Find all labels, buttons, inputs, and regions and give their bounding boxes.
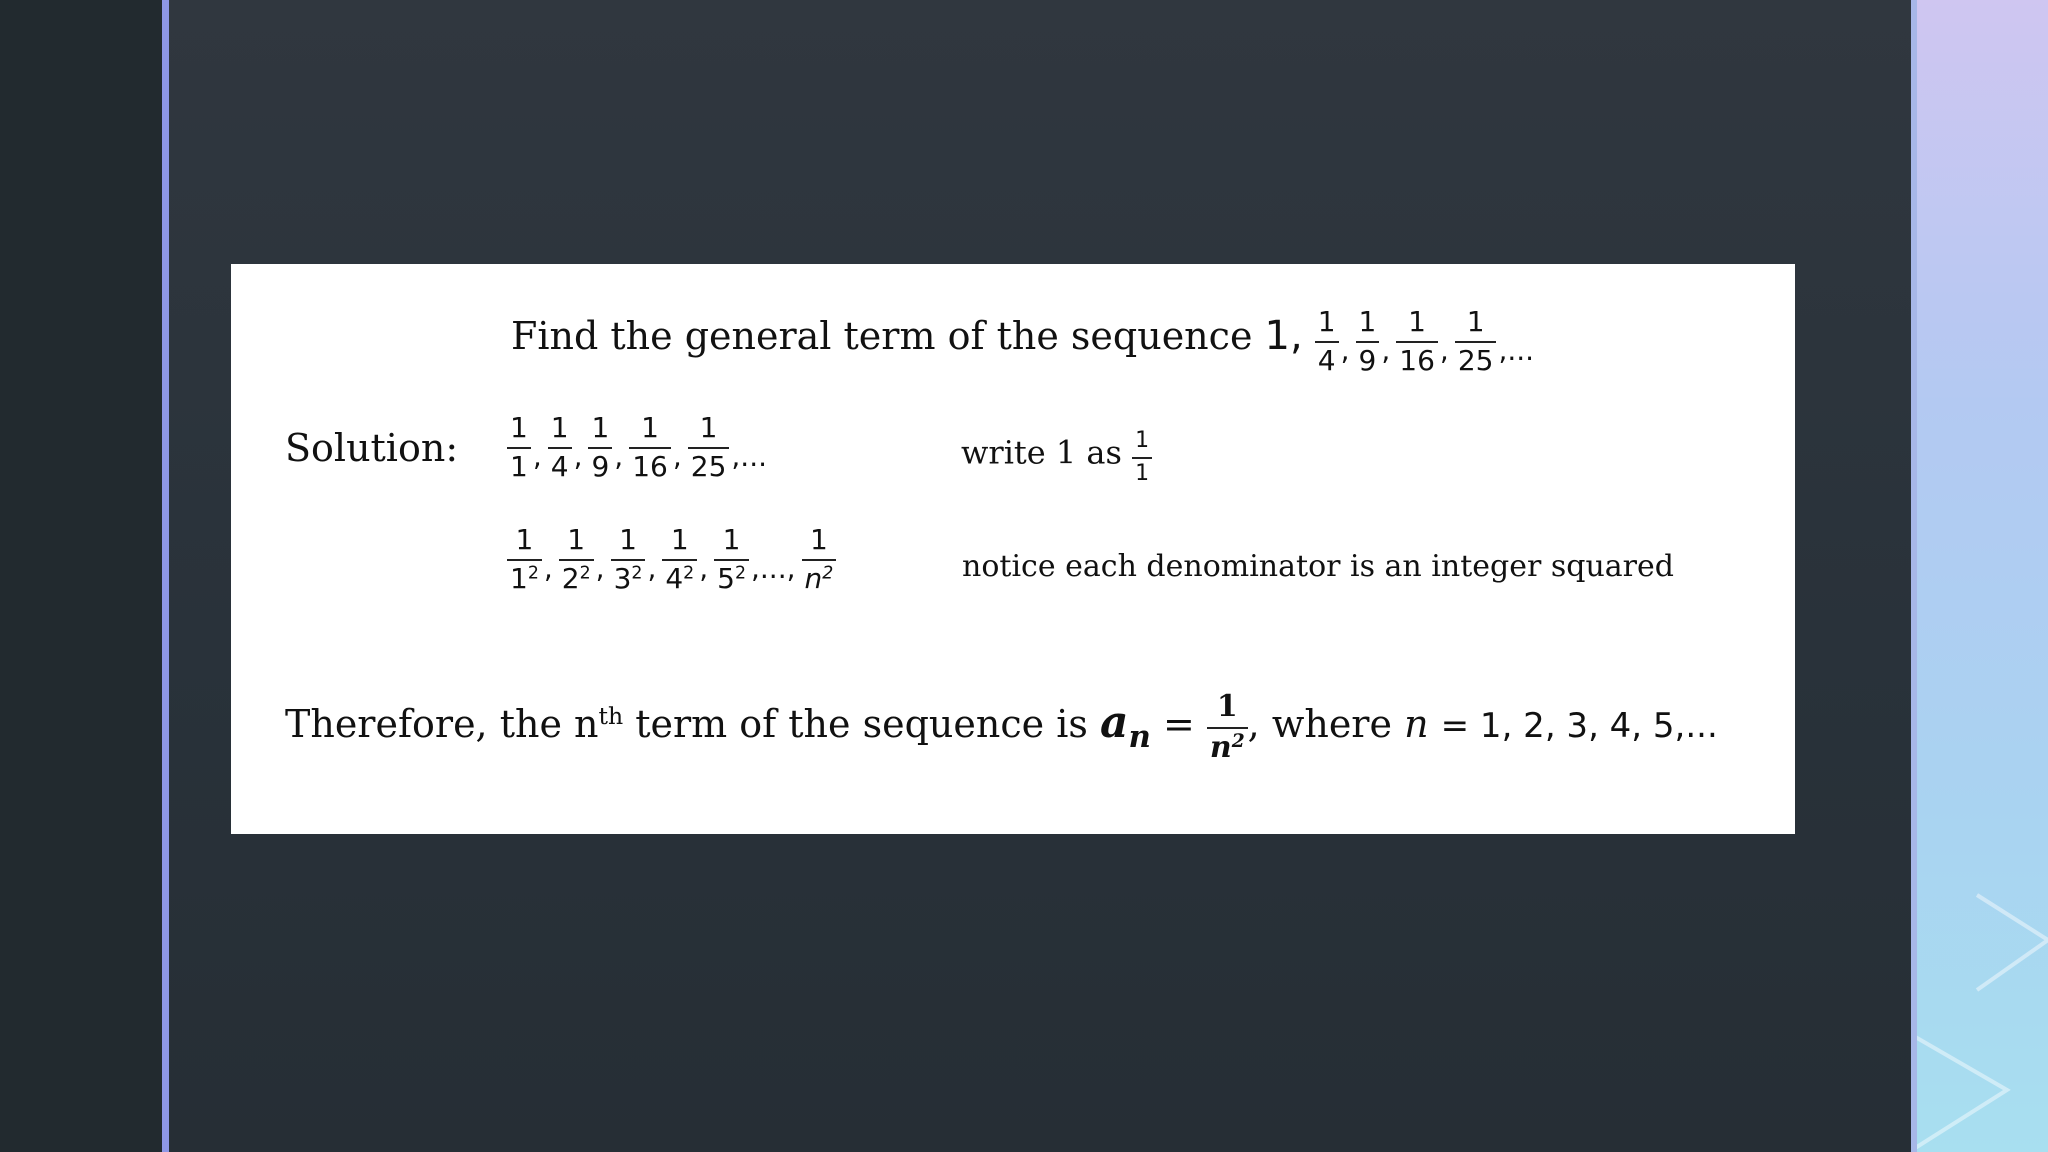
sequence-fraction: $\frac{1}{1}$ [507, 414, 531, 481]
sequence-separator: , [647, 552, 657, 585]
conclusion-line [285, 689, 1718, 765]
equals-sign: = [1162, 702, 1195, 746]
sequence-fraction: $\frac{1}{16}$ [1396, 308, 1438, 375]
squared-fraction: $\frac{1}{n^2}$ [802, 526, 837, 593]
conclusion-middle: term of the sequence is [623, 702, 1088, 746]
sequence-separator: , [614, 440, 624, 473]
general-term-symbol: $a_n$ [1099, 697, 1151, 755]
sequence-fraction: $\frac{1}{4}$ [548, 414, 572, 481]
sequence-separator: , [672, 440, 682, 473]
general-term-fraction: $\frac{1}{n^2}$ [1207, 692, 1248, 763]
squared-fraction: $\frac{1}{5^2}$ [714, 526, 749, 593]
right-decorative-panel [1917, 0, 2048, 1152]
sequence-separator: , [543, 552, 553, 585]
squared-fraction: $\frac{1}{4^2}$ [662, 526, 697, 593]
sequence-separator: , [1340, 333, 1350, 367]
note-write-one-text: write 1 as [961, 433, 1122, 472]
math-slide-card [231, 264, 1795, 834]
squared-fraction: $\frac{1}{1^2}$ [507, 526, 542, 593]
n-values: = 1, 2, 3, 4, 5,... [1440, 706, 1718, 746]
question-fractions [1315, 305, 1540, 377]
sequence-fraction: $\frac{1}{4}$ [1315, 308, 1339, 375]
conclusion-superscript: th [598, 702, 624, 731]
note-one-over-one [1132, 428, 1152, 486]
sequence-separator: , [573, 440, 583, 473]
squared-fraction: $\frac{1}{3^2}$ [611, 526, 646, 593]
question-text: Find the general term of the sequence [511, 314, 1253, 358]
left-accent-bar [162, 0, 169, 1152]
solution-label: Solution: [285, 426, 459, 470]
one-over-one-fraction: $\frac{1}{1}$ [1132, 430, 1152, 485]
question-line [511, 305, 1540, 377]
sequence-fraction: $\frac{1}{25}$ [1455, 308, 1497, 375]
question-first-term: 1, [1264, 313, 1303, 359]
squared-denominator-row [507, 523, 836, 595]
sequence-separator: , [1439, 333, 1449, 367]
conclusion-prefix: Therefore, the n [285, 702, 599, 746]
sequence-separator: , [532, 440, 542, 473]
sequence-separator: , [595, 552, 605, 585]
chevron-decoration-icon [1917, 1020, 2048, 1152]
left-dark-strip [0, 0, 162, 1152]
sequence-separator: ,... [731, 440, 767, 473]
note-integer-squared: notice each denominator is an integer squared [962, 549, 1674, 584]
sequence-fraction: $\frac{1}{16}$ [629, 414, 671, 481]
sequence-separator: ,..., [751, 552, 796, 585]
sequence-separator: , [699, 552, 709, 585]
n-variable: n [1404, 702, 1429, 746]
sequence-separator: , [1381, 333, 1391, 367]
sequence-separator: ,... [1498, 333, 1535, 367]
sequence-fraction: $\frac{1}{9}$ [588, 414, 612, 481]
note-write-one [961, 430, 1152, 485]
solution-sequence-row [507, 411, 773, 483]
sequence-fraction: $\frac{1}{9}$ [1356, 308, 1380, 375]
where-text: , where [1247, 702, 1392, 746]
squared-fraction: $\frac{1}{2^2}$ [559, 526, 594, 593]
sequence-fraction: $\frac{1}{25}$ [688, 414, 730, 481]
